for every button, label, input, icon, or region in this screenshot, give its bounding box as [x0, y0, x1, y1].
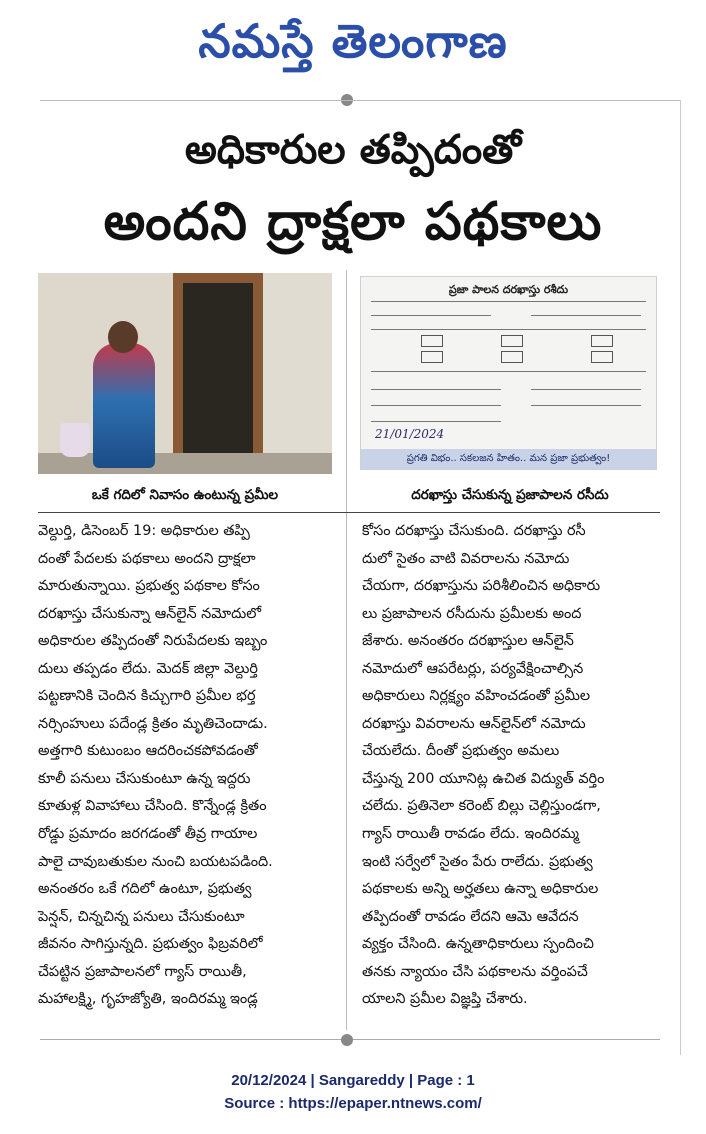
left-photo-caption: ఒకే గదిలో నివాసం ఉంటున్న ప్రమీల [91, 487, 279, 503]
receipt-photo [360, 276, 657, 470]
footer-source-line: Source : https://epaper.ntnews.com/ [224, 1095, 482, 1112]
article-column-left: వెల్దుర్తి, డిసెంబర్ 19: అధికారుల తప్పి దంతో పేదలకు పథకాలు అందని ద్రాక్షలా మారుతున్నాయి. ప్రభుత్వ పథకాల కోసం దరఖాస్తు చేసుకున్నా ఆన్‌లైన్ నమోదులో అధికారుల తప్పిదంతో నిరుపేదలకు ఇబ్బం దులు తప్పడం లేదు. మెదక్ జిల్లా వెల్దుర్తి పట్టణానికి చెందిన కిచ్చుగారి ప్రమీల భర్త నర్సింహులు పదేండ్ల క్రితం మృతిచెందాడు. అత్తగారి కుటుంబం ఆదరించకపోవడంతో కూలీ పనులు చేసుకుంటూ ఉన్న ఇద్దరు కూతుళ్ల వివాహాలు చేసింది. కొన్నేండ్ల క్రితం రోడ్డు ప్రమాదం జరగడంతో తీవ్ర గాయాల పాలై చావుబతుకుల నుంచి బయటపడింది. అనంతరం ఒకే గదిలో ఉంటూ, ప్రభుత్వ పెన్షన్, చిన్నచిన్న పనులు చేసుకుంటూ జీవనం సాగిస్తున్నది. ప్రభుత్వం ఫిబ్రవరిలో చేపట్టిన ప్రజాపాలనలో గ్యాస్ రాయితీ, మహాలక్ష్మి, గృహజ్యోతి, ఇందిరమ్మ ఇండ్ల [38, 523, 273, 1008]
headline-line-1: అధికారుల తప్పిదంతో [184, 127, 522, 173]
article-column-right: కోసం దరఖాస్తు చేసుకుంది. దరఖాస్తు రసీ దులో సైతం వాటి వివరాలను నమోదు చేయగా, దరఖాస్తును పరిశీలించిన అధికారు లు ప్రజాపాలన రసీదును ప్రమీలకు అంద జేశారు. అనంతరం దరఖాస్తుల ఆన్‌లైన్ నమోదులో ఆపరేటర్లు, పర్యవేక్షించాల్సిన అధికారులు నిర్లక్ష్యం వహించడంతో ప్రమీల దరఖాస్తు వివరాలను ఆన్‌లైన్‌లో నమోదు చేయలేదు. దీంతో ప్రభుత్వం అమలు చేస్తున్న 200 యూనిట్ల ఉచిత విద్యుత్ వర్తిం చలేదు. ప్రతినెలా కరెంట్ బిల్లు చెల్లిస్తుండగా, గ్యాస్ రాయితీ రావడం లేదు. ఇందిరమ్మ ఇంటి సర్వేలో సైతం పేరు రాలేదు. ప్రభుత్వ పథకాలకు అన్ని అర్హతలు ఉన్నా అధికారుల తప్పిదంతో రావడం లేదని ఆమె ఆవేదన వ్యక్తం చేసింది. ఉన్నతాధికారులు స్పందించి తనకు న్యాయం చేసి పథకాలను వర్తింపచే యాలని ప్రమీల విజ్ఞప్తి చేశారు. [362, 523, 605, 1008]
footer-date-line: 20/12/2024 | Sangareddy | Page : 1 [231, 1072, 475, 1089]
bottom-dot [341, 1034, 353, 1046]
newspaper-masthead: నమస్తే తెలంగాణ [198, 14, 508, 68]
right-photo-caption: దరఖాస్తు చేసుకున్న ప్రజాపాలన రసీదు [411, 487, 609, 503]
receipt-date: 21/01/2024 [375, 427, 445, 441]
caption-rule [38, 512, 660, 513]
top-rule [40, 100, 680, 101]
receipt-footer: ప్రగతి విభం.. సకలజన హితం.. మన ప్రజా ప్రభుత్వం! [361, 449, 656, 469]
receipt-title: ప్రజా పాలన దరఖాస్తు రశీదు [448, 283, 569, 296]
column-divider [346, 270, 347, 1030]
woman-at-door-photo [38, 273, 332, 474]
headline-line-2: అందని ద్రాక్షలా పథకాలు [103, 192, 603, 252]
woman-figure [93, 343, 155, 468]
bucket [60, 423, 90, 457]
